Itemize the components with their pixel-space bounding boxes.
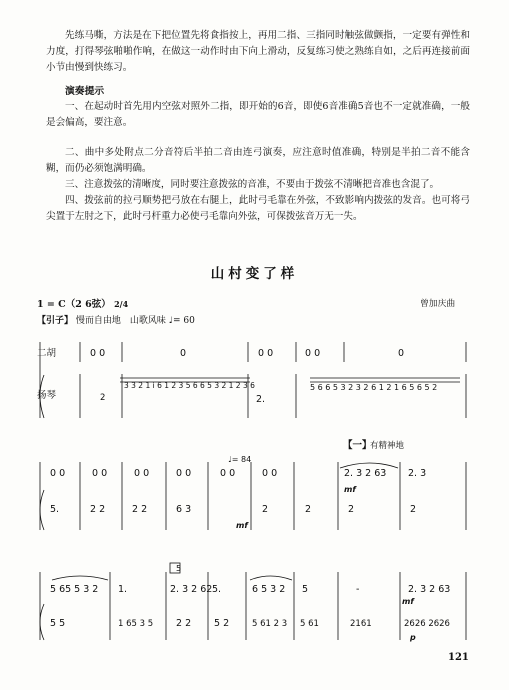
note-cell: 2	[348, 504, 355, 515]
dynamic-mark: p	[410, 633, 416, 642]
erhu-label: 二胡	[37, 348, 57, 359]
note-cell: 5.	[50, 504, 60, 515]
note-cell: 0	[180, 348, 187, 359]
note-run: 3 3 2 1 i 6 1 2 3 5 6 6 5 3 2 1 2 3 6	[124, 381, 255, 390]
note-cell: 2	[262, 504, 269, 515]
note-cell: 2626 2626	[404, 619, 450, 629]
page-number: 121	[448, 652, 469, 663]
note-cell: 2	[410, 504, 417, 515]
dynamic-mark: mf	[344, 485, 356, 494]
note-cell: 5 2	[214, 618, 230, 629]
section-one-tempo: 有精神地	[370, 441, 405, 451]
note-cell: 0 0	[50, 468, 66, 479]
note-cell: 0 0	[258, 348, 274, 359]
note-cell: 2.	[256, 394, 266, 405]
hint-three: 三、注意拨弦的清晰度，同时要注意拨弦的音准，不要由于拨弦不清晰把音准也含混了。	[65, 179, 440, 190]
note-cell: 1.	[118, 584, 128, 595]
dynamic-mark: mf	[402, 597, 414, 606]
note-cell: 2 2	[176, 618, 192, 629]
note-cell: 2	[305, 504, 312, 515]
hint-one: 一、在起动时首先用内空弦对照外二指，即开始的6音，即使6音准确5音也不一定就准确，一般是会偏高，要注意。	[46, 101, 470, 129]
song-title: 山村变了样	[210, 266, 299, 282]
note-cell: 2 2	[90, 504, 106, 515]
key-text: 1 = C（2 6弦）	[37, 299, 111, 310]
note-cell: 0 0	[90, 348, 106, 359]
section-one-label: 【一】	[343, 440, 372, 451]
tempo-change: ♩= 84	[228, 455, 252, 464]
melody-cell: 2. 3	[408, 468, 427, 479]
note-cell: 0 0	[92, 468, 108, 479]
note-cell: 2. 3 2 62	[170, 584, 213, 595]
note-cell: 5 61	[300, 619, 319, 629]
intro-label: 【引子】	[37, 316, 74, 326]
hint-two: 二、曲中多处附点二分音符后半拍二音由连弓演奏，应注意时值准确，特别是半拍二音不能含糊，而仍必须饱满明确。	[46, 147, 470, 175]
note-cell: 0 0	[305, 348, 321, 359]
note-cell: 6 5 3 2	[252, 584, 286, 595]
performance-hints-heading: 演奏提示	[65, 86, 105, 97]
intro-bpm: ♩= 60	[168, 316, 195, 326]
hint-four: 四、拨弦前的拉弓顺势把弓放在右腿上，此时弓毛靠在外弦，不致影响内拨弦的发音。也可将弓尖置于左肘之下，此时弓杆重力必使弓毛靠向外弦，可保拨弦音万无一失。	[46, 195, 470, 223]
note-cell: 6 3	[176, 504, 192, 515]
rehearsal-mark: 5	[176, 564, 182, 573]
yangqin-label: 扬琴	[37, 390, 57, 401]
note-cell: 0 0	[220, 468, 236, 479]
note-chord: 2	[100, 393, 106, 403]
note-cell: 0 0	[176, 468, 192, 479]
dynamic-mark: mf	[236, 521, 248, 530]
intro-tempo: 慢而自由地 山歌风味	[75, 316, 166, 326]
paragraph-technique: 先练马嘶，方法是在下把位置先将食指按上，再用二指、三指同时触弦做颤指，一定要有弹性和力度，打得琴弦啪啪作响，在做这一动作时由下向上滑动，反复练习使之熟练自如，之后再连接前面小节由慢到快练习。	[46, 30, 470, 74]
composer: 曾加庆曲	[420, 299, 456, 309]
note-cell: 2161	[350, 619, 372, 629]
note-cell: 2. 3 2 63	[408, 584, 451, 595]
note-cell: 5 65 5 3 2	[50, 584, 99, 595]
note-run: 5 6 6 5 3 2 3 2 6 1 2 1 6 5 6 5 2	[310, 383, 438, 392]
note-cell: 5.	[212, 584, 222, 595]
note-cell: 5	[302, 584, 309, 595]
note-cell: 0 0	[134, 468, 150, 479]
note-cell: 0	[398, 348, 405, 359]
note-cell: 2 2	[132, 504, 148, 515]
note-cell: -	[356, 584, 360, 595]
time-signature: 2/4	[114, 299, 129, 309]
note-cell: 5 61 2 3	[252, 619, 288, 629]
note-cell: 0 0	[262, 468, 278, 479]
note-cell: 5 5	[50, 618, 66, 629]
melody-cell: 2. 3 2 63	[344, 468, 387, 479]
note-cell: 1 65 3 5	[118, 619, 154, 629]
